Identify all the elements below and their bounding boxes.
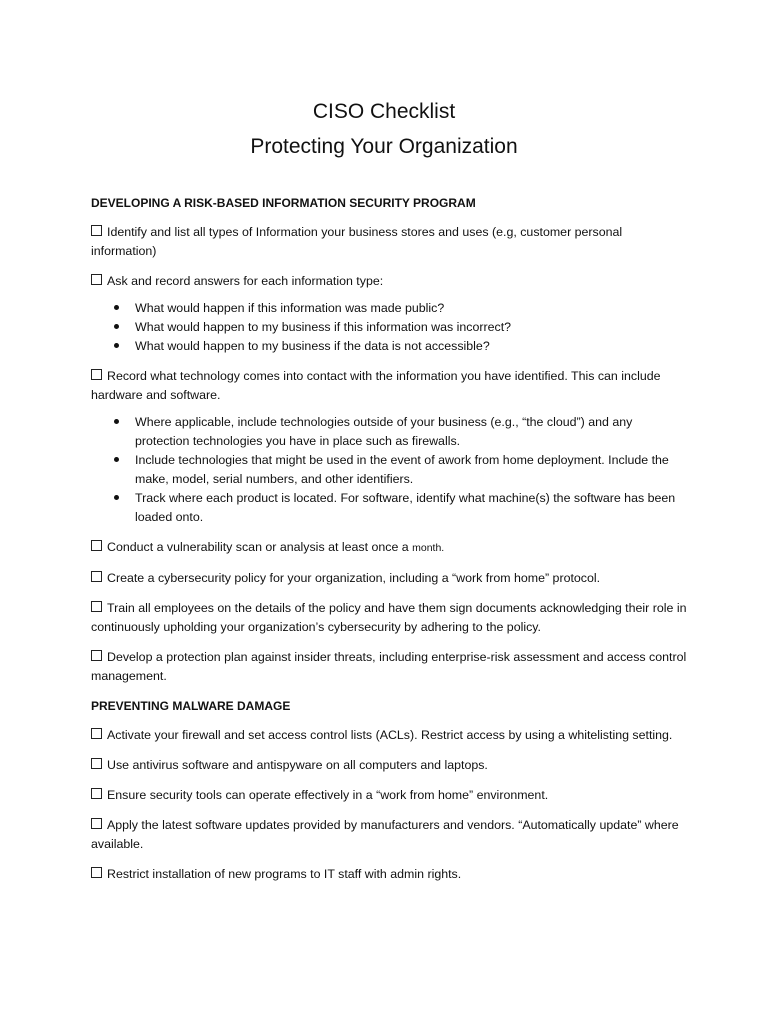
bullet-icon [114,324,119,329]
checklist-item-text: Restrict installation of new programs to IT staff with admin rights. [107,867,462,881]
checklist-item-text: Apply the latest software updates provided by manufacturers and vendors. “Automatically update” where available. [91,818,679,851]
bullet-item [135,413,687,451]
bullet-text: Track where each product is located. For software, identify what machine(s) the software has been loaded onto. [135,491,676,524]
checklist-item [91,786,687,805]
bullet-icon [114,457,119,462]
bullet-item [135,489,687,527]
checklist-item [91,367,687,405]
bullet-text: What would happen if this information was made public? [135,301,445,315]
checklist-item-text: Conduct a vulnerability scan or analysis at least once a [107,540,409,554]
section-heading-malware: PREVENTING MALWARE DAMAGE [91,699,291,713]
checkbox-icon[interactable] [91,867,102,878]
bullet-item [135,451,687,489]
bullet-item [135,337,687,356]
bullet-text: What would happen to my business if the data is not accessible? [135,339,490,353]
checkbox-icon[interactable] [91,274,102,285]
checkbox-icon[interactable] [91,758,102,769]
bullet-icon [114,343,119,348]
checkbox-icon[interactable] [91,225,102,236]
checklist-item-text: Identify and list all types of Information your business stores and uses (e.g, customer personal information) [91,225,623,258]
checkbox-icon[interactable] [91,571,102,582]
checklist-item-text: Activate your firewall and set access control lists (ACLs). Restrict access by using a whitelisting setting. [107,728,673,742]
checklist-item [91,816,687,854]
checklist-item-text: Use antivirus software and antispyware on all computers and laptops. [107,758,488,772]
checklist-item [91,648,687,686]
checkbox-icon[interactable] [91,818,102,829]
checklist-item-text: Train all employees on the details of the policy and have them sign documents acknowledging their role in continuously upholding your organization’s cybersecurity by adhering to the policy. [91,601,687,634]
document-body [91,194,687,895]
bullet-list [91,299,687,356]
bullet-icon [114,419,119,424]
checklist-item-text: Develop a protection plan against insider threats, including enterprise-risk assessment and access control management. [91,650,687,683]
checkbox-icon[interactable] [91,369,102,380]
checklist-item-suffix: month. [412,542,445,554]
checklist-item [91,726,687,745]
checkbox-icon[interactable] [91,650,102,661]
title-block [0,94,768,164]
document-subtitle: Protecting Your Organization [250,135,518,158]
checkbox-icon[interactable] [91,540,102,551]
checklist-item [91,223,687,261]
bullet-icon [114,495,119,500]
checklist-item [91,599,687,637]
checklist-item-text: Record what technology comes into contact with the information you have identified. This can include hardware and software. [91,369,661,402]
bullet-list [91,413,687,527]
checkbox-icon[interactable] [91,788,102,799]
checklist-item-text: Ask and record answers for each information type: [107,274,384,288]
checklist-item [91,569,687,588]
checklist-item [91,538,687,558]
document-title: CISO Checklist [312,100,456,123]
checkbox-icon[interactable] [91,728,102,739]
checklist-item-text: Create a cybersecurity policy for your organization, including a “work from home” protocol. [107,571,601,585]
checklist-item [91,756,687,775]
bullet-item [135,299,687,318]
bullet-text: Include technologies that might be used in the event of awork from home deployment. Include the make, model, serial numbers, and other identifiers. [135,453,669,486]
checkbox-icon[interactable] [91,601,102,612]
checklist-item-text: Ensure security tools can operate effectively in a “work from home” environment. [107,788,549,802]
bullet-icon [114,305,119,310]
bullet-text: Where applicable, include technologies outside of your business (e.g., “the cloud”) and any protection technologies you have in place such as firewalls. [135,415,633,448]
checklist-item [91,865,687,884]
bullet-text: What would happen to my business if this information was incorrect? [135,320,512,334]
section-heading-risk-program: DEVELOPING A RISK-BASED INFORMATION SECURITY PROGRAM [91,196,476,210]
checklist-item [91,272,687,291]
bullet-item [135,318,687,337]
